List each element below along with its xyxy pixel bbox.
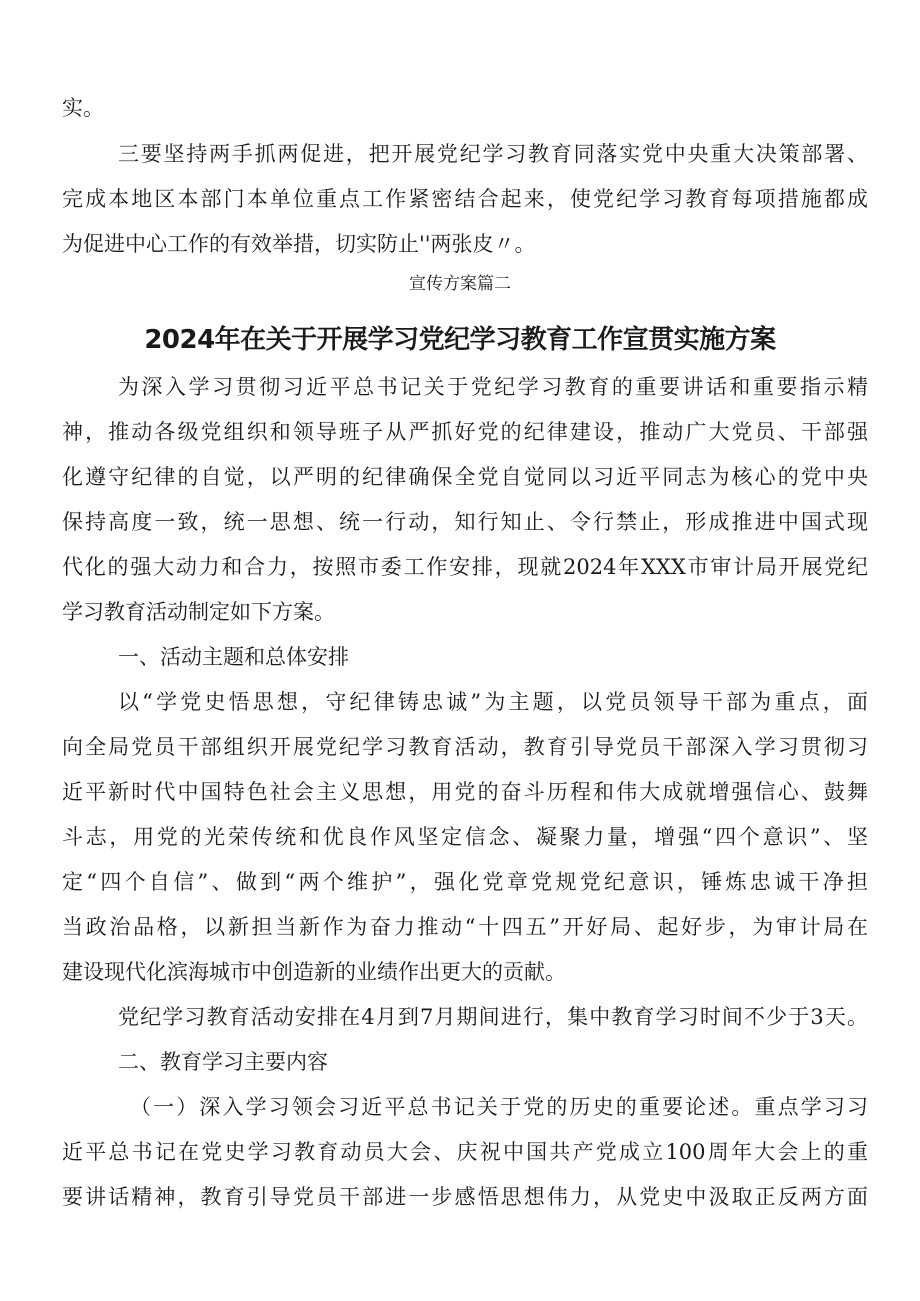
text-line: 神，推动各级党组织和领导班子从严抓好党的纪律建设，推动广大党员、干部强 (62, 420, 868, 444)
text-line: 当政治品格，以新担当新作为奋力推动“十四五”开好局、起好步，为审计局在 (62, 915, 868, 939)
text-line: 党纪学习教育活动安排在4月到7月期间进行，集中教育学习时间不少于3天。 (118, 1005, 868, 1029)
section-heading: 二、教育学习主要内容 (118, 1050, 328, 1074)
text-line: 定“四个自信”、做到“两个维护”，强化党章党规党纪意识，锤炼忠诚干净担 (62, 870, 868, 894)
text-line: 为深入学习贯彻习近平总书记关于党纪学习教育的重要讲话和重要指示精 (118, 375, 868, 399)
text-line: 实。 (62, 96, 104, 120)
section-label: 宣传方案篇二 (409, 274, 511, 294)
document-title: 2024年在关于开展学习党纪学习教育工作宣贯实施方案 (144, 325, 776, 355)
text-line: 以“学党史悟思想，守纪律铸忠诚”为主题，以党员领导干部为重点，面 (118, 690, 868, 714)
text-line: 斗志，用党的光荣传统和优良作风坚定信念、凝聚力量，增强“四个意识”、坚 (62, 825, 868, 849)
text-line: 化遵守纪律的自觉，以严明的纪律确保全党自觉同以习近平同志为核心的党中央 (62, 465, 868, 489)
text-line: 代化的强大动力和合力，按照市委工作安排，现就2024年XXX市审计局开展党纪 (62, 555, 868, 579)
text-line: （一）深入学习领会习近平总书记关于党的历史的重要论述。重点学习习 (130, 1095, 868, 1119)
text-line: 建设现代化滨海城市中创造新的业绩作出更大的贡献。 (62, 960, 566, 984)
text-line: 保持高度一致，统一思想、统一行动，知行知止、令行禁止，形成推进中国式现 (62, 510, 868, 534)
text-line: 要讲话精神，教育引导党员干部进一步感悟思想伟力，从党史中汲取正反两方面 (62, 1185, 868, 1209)
text-line: 近平新时代中国特色社会主义思想，用党的奋斗历程和伟大成就增强信心、鼓舞 (62, 780, 868, 804)
text-line: 学习教育活动制定如下方案。 (62, 600, 335, 624)
text-line: 完成本地区本部门本单位重点工作紧密结合起来，使党纪学习教育每项措施都成 (62, 187, 868, 211)
text-line: 向全局党员干部组织开展党纪学习教育活动，教育引导党员干部深入学习贯彻习 (62, 735, 868, 759)
text-line: 三要坚持两手抓两促进，把开展党纪学习教育同落实党中央重大决策部署、 (118, 142, 868, 166)
text-line: 为促进中心工作的有效举措，切实防止''两张皮〃。 (62, 232, 536, 256)
section-heading: 一、活动主题和总体安排 (118, 645, 349, 669)
text-line: 近平总书记在党史学习教育动员大会、庆祝中国共产党成立100周年大会上的重 (62, 1140, 868, 1164)
